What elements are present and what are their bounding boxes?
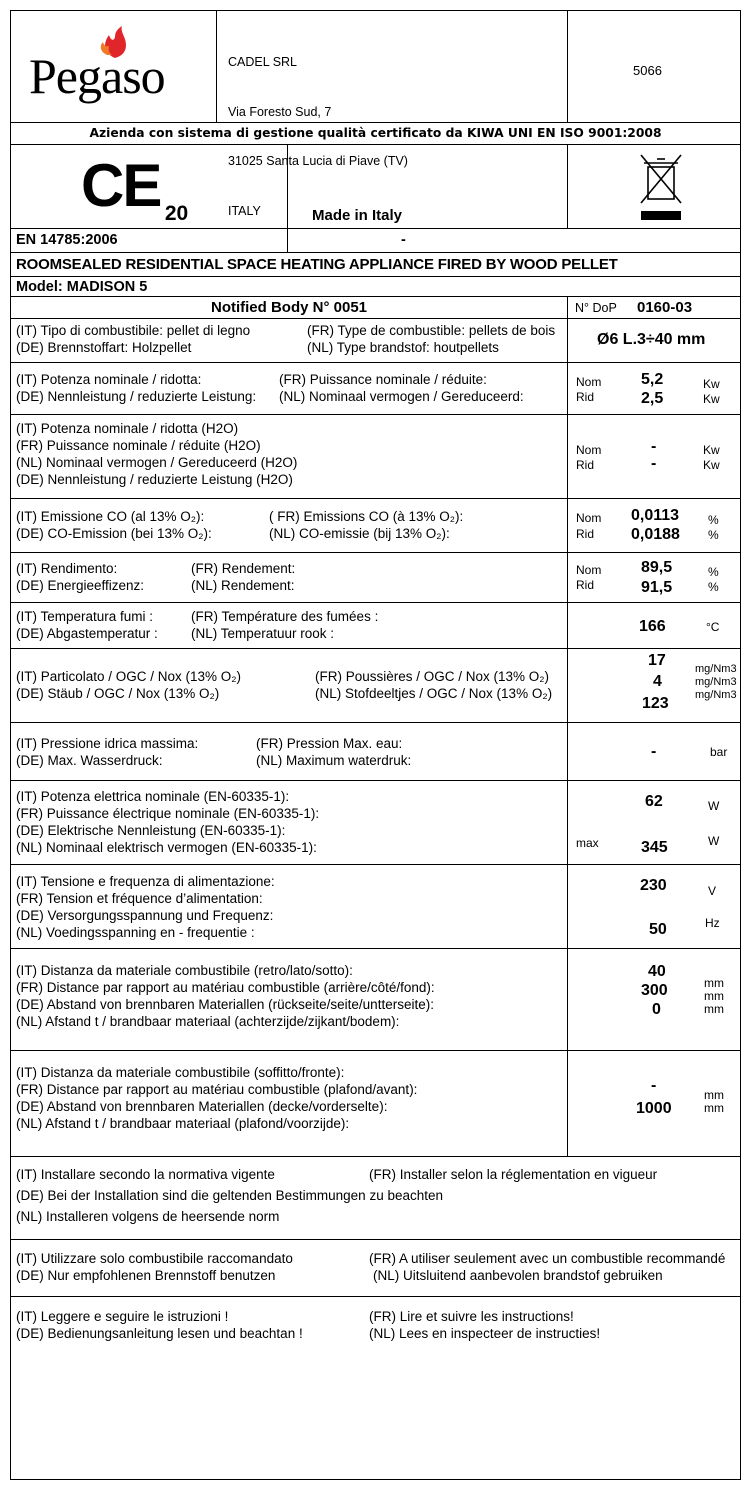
particulate-de: (DE) Stäub / OGC / Nox (13% O₂) (16, 686, 220, 701)
co-rid-unit: % (708, 528, 719, 542)
company-country: ITALY (228, 203, 261, 218)
power-h2o-nom-value: - (651, 438, 657, 455)
distance1-value-3: 0 (652, 1001, 661, 1018)
company-city: 31025 Santa Lucia di Piave (TV) (228, 154, 408, 168)
distance2-de: (DE) Abstand von brennbaren Materiallen (decke/vorderselte): (16, 1099, 388, 1114)
model-name: Model: MADISON 5 (16, 279, 148, 295)
voltage-fr: (FR) Tension et fréquence d’alimentation: (16, 891, 263, 906)
water-pressure-de: (DE) Max. Wasserdruck: (16, 753, 163, 768)
install-it: (IT) Installare secondo la normativa vigente (16, 1167, 275, 1182)
particulate-unit-3: mg/Nm3 (695, 689, 737, 701)
fuel-it: (IT) Tipo di combustibile: pellet di legno (16, 323, 251, 338)
frequency-value: 50 (649, 921, 667, 938)
fuel-row (11, 319, 740, 363)
power-it: (IT) Potenza nominale / ridotta: (16, 372, 202, 387)
logo-wordmark: Pegaso (29, 48, 165, 104)
install-fr: (FR) Installer selon la réglementation en vigueur (369, 1167, 658, 1182)
co-emission-row (11, 499, 740, 553)
power-rid-label: Rid (576, 390, 595, 404)
water-pressure-fr: (FR) Pression Max. eau: (256, 736, 403, 751)
company-name: CADEL SRL (228, 55, 298, 69)
power-nom-value: 5,2 (641, 371, 664, 388)
water-pressure-nl: (NL) Maximum waterdruk: (256, 753, 412, 768)
quality-banner: Azienda con sistema di gestione qualità certificato da KIWA UNI EN ISO 9001:2008 (89, 126, 662, 140)
power-fr: (FR) Puissance nominale / réduite: (279, 372, 487, 387)
power-h2o-de: (DE) Nennleistung / reduzierte Leistung (H2O) (16, 472, 293, 487)
distance1-value-2: 300 (641, 982, 668, 999)
voltage-it: (IT) Tensione e frequenza di alimentazione: (16, 874, 275, 889)
co-rid-label: Rid (576, 527, 595, 541)
dop-value: 0160-03 (637, 299, 693, 316)
flue-de: (DE) Abgastemperatur : (16, 626, 158, 641)
distance2-value-2: 1000 (636, 1100, 672, 1117)
electric-de: (DE) Elektrische Nennleistung (EN-60335-1): (16, 823, 286, 838)
distance2-unit-1: mm (704, 1088, 724, 1102)
power-h2o-nl: (NL) Nominaal vermogen / Gereduceerd (H2O) (16, 455, 298, 470)
distance1-value-1: 40 (648, 963, 666, 980)
voltage-value: 230 (640, 877, 667, 894)
fuel-note-row (11, 1240, 740, 1297)
fuel-value: Ø6 L.3÷40 mm (597, 331, 706, 348)
electric-nl: (NL) Nominaal elektrisch vermogen (EN-60335-1): (16, 840, 317, 855)
power-nom-label: Nom (576, 375, 602, 389)
distance2-it: (IT) Distanza da materiale combustibile (soffitto/fronte): (16, 1065, 345, 1080)
efficiency-rid-unit: % (708, 580, 719, 594)
electric-max-value: 345 (641, 839, 668, 856)
dop-label: N° DoP (575, 301, 617, 315)
flue-fr: (FR) Température des fumées : (191, 609, 379, 624)
standard-row (11, 229, 740, 253)
water-pressure-value: - (651, 743, 657, 760)
electric-max-unit: W (708, 834, 720, 848)
distance2-nl: (NL) Afstand t / brandbaar materiaal (plafond/voorzijde): (16, 1116, 350, 1131)
frequency-unit: Hz (705, 916, 720, 930)
standard-extra: - (401, 232, 406, 248)
appliance-title: ROOMSEALED RESIDENTIAL SPACE HEATING APPLIANCE FIRED BY WOOD PELLET (16, 256, 618, 273)
particulate-nl: (NL) Stofdeeltjes / OGC / Nox (13% O₂) (315, 686, 553, 701)
efficiency-row (11, 553, 740, 603)
particulate-value-1: 17 (648, 652, 666, 669)
power-h2o-rid-value: - (651, 455, 657, 472)
efficiency-nom-label: Nom (576, 563, 602, 577)
instructions-de: (DE) Bedienungsanleitung lesen und beachtan ! (16, 1326, 303, 1341)
efficiency-fr: (FR) Rendement: (191, 561, 296, 576)
distance2-fr: (FR) Distance par rapport au matériau combustible (plafond/avant): (16, 1082, 418, 1097)
instructions-nl: (NL) Lees en inspecteer de instructies! (369, 1326, 601, 1341)
efficiency-nom-value: 89,5 (641, 559, 673, 576)
power-nom-unit: Kw (703, 377, 720, 391)
distance1-de: (DE) Abstand von brennbaren Materiallen (rückseite/seite/untterseite): (16, 997, 434, 1012)
electric-it: (IT) Potenza elettrica nominale (EN-60335-1): (16, 789, 290, 804)
distance1-unit-1: mm (704, 976, 724, 990)
document-code: 5066 (633, 63, 662, 78)
flue-it: (IT) Temperatura fumi : (16, 609, 154, 624)
notified-body-row (11, 297, 740, 319)
particulate-unit-2: mg/Nm3 (695, 676, 737, 688)
distance1-it: (IT) Distanza da materiale combustibile (retro/lato/sotto): (16, 963, 353, 978)
particulate-it: (IT) Particolato / OGC / Nox (13% O₂) (16, 669, 242, 684)
efficiency-nl: (NL) Rendement: (191, 578, 295, 593)
power-h2o-nom-label: Nom (576, 443, 602, 457)
install-de: (DE) Bei der Installation sind die geltenden Bestimmungen zu beachten (16, 1188, 444, 1203)
distance1-nl: (NL) Afstand t / brandbaar materiaal (achterzijde/zijkant/bodem): (16, 1014, 400, 1029)
voltage-de: (DE) Versorgungsspannung und Frequenz: (16, 908, 274, 923)
voltage-row (11, 865, 740, 949)
distance1-unit-2: mm (704, 989, 724, 1003)
distance-ceiling-row (11, 1051, 740, 1157)
weee-bin-icon (631, 151, 691, 223)
electric-max-label: max (576, 836, 599, 850)
water-pressure-unit: bar (710, 745, 728, 759)
fuel-note-de: (DE) Nur empfohlenen Brennstoff benutzen (16, 1268, 276, 1283)
electric-power-row (11, 781, 740, 865)
power-h2o-fr: (FR) Puissance nominale / réduite (H2O) (16, 438, 261, 453)
efficiency-rid-value: 91,5 (641, 579, 673, 596)
particulate-unit-1: mg/Nm3 (695, 663, 737, 675)
ce-mark (81, 151, 189, 225)
power-h2o-rid-label: Rid (576, 458, 595, 472)
instructions-note-row (11, 1297, 740, 1377)
flue-value: 166 (639, 618, 666, 635)
co-nom-label: Nom (576, 511, 602, 525)
power-rid-unit: Kw (703, 392, 720, 406)
power-rid-value: 2,5 (641, 390, 664, 407)
fuel-note-nl: (NL) Uitsluitend aanbevolen brandstof gebruiken (373, 1268, 663, 1283)
co-nl: (NL) CO-emissie (bij 13% O₂): (269, 526, 450, 541)
rating-plate (10, 10, 741, 1480)
co-rid-value: 0,0188 (631, 526, 680, 543)
efficiency-nom-unit: % (708, 565, 719, 579)
co-nom-unit: % (708, 513, 719, 527)
power-nl: (NL) Nominaal vermogen / Gereduceerd: (279, 389, 524, 404)
power-h2o-rid-unit: Kw (703, 458, 720, 472)
efficiency-rid-label: Rid (576, 578, 595, 592)
distance1-unit-3: mm (704, 1002, 724, 1016)
model-row (11, 277, 740, 297)
fuel-fr: (FR) Type de combustible: pellets de bois (307, 323, 556, 338)
fuel-de: (DE) Brennstoffart: Holzpellet (16, 340, 192, 355)
appliance-title-row (11, 253, 740, 277)
electric-fr: (FR) Puissance électrique nominale (EN-60335-1): (16, 806, 320, 821)
efficiency-de: (DE) Energieeffizenz: (16, 578, 145, 593)
efficiency-it: (IT) Rendimento: (16, 561, 118, 576)
voltage-nl: (NL) Voedingsspanning en - frequentie : (16, 925, 255, 940)
water-pressure-row (11, 723, 740, 781)
power-h2o-it: (IT) Potenza nominale / ridotta (H2O) (16, 421, 239, 436)
co-de: (DE) CO-Emission (bei 13% O₂): (16, 526, 212, 541)
brand-logo (29, 23, 199, 113)
fuel-note-fr: (FR) A utiliser seulement avec un combustible recommandé (369, 1251, 726, 1266)
flue-temperature-row (11, 603, 740, 649)
company-street: Via Foresto Sud, 7 (228, 104, 332, 119)
particulate-value-2: 4 (653, 673, 662, 690)
install-note-row (11, 1157, 740, 1240)
fuel-nl: (NL) Type brandstof: houtpellets (307, 340, 499, 355)
particulate-row (11, 649, 740, 723)
flue-nl: (NL) Temperatuur rook : (191, 626, 335, 641)
instructions-fr: (FR) Lire et suivre les instructions! (369, 1309, 574, 1324)
notified-body: Notified Body N° 0051 (210, 299, 368, 316)
voltage-unit: V (708, 884, 717, 898)
fuel-note-it: (IT) Utilizzare solo combustibile raccomandato (16, 1251, 293, 1266)
ce-mark-letters: CE (81, 152, 161, 219)
co-it: (IT) Emissione CO (al 13% O₂): (16, 509, 205, 524)
instructions-it: (IT) Leggere e seguire le istruzioni ! (16, 1309, 229, 1324)
power-row (11, 363, 740, 415)
quality-banner-row (11, 123, 740, 145)
electric-nominal-unit: W (708, 799, 720, 813)
water-pressure-it: (IT) Pressione idrica massima: (16, 736, 199, 751)
flue-unit: °C (706, 620, 720, 634)
power-h2o-nom-unit: Kw (703, 443, 720, 457)
ce-year: 20 (164, 202, 189, 225)
co-nom-value: 0,0113 (631, 507, 680, 524)
made-in-italy: Made in Italy (312, 207, 403, 224)
co-fr: ( FR) Emissions CO (à 13% O₂): (269, 509, 464, 524)
particulate-value-3: 123 (642, 695, 669, 712)
power-h2o-row (11, 415, 740, 499)
distance2-value-1: - (651, 1077, 657, 1094)
distance1-fr: (FR) Distance par rapport au matériau combustible (arrière/côté/fond): (16, 980, 435, 995)
standard-code: EN 14785:2006 (16, 232, 118, 248)
particulate-fr: (FR) Poussières / OGC / Nox (13% O₂) (315, 669, 550, 684)
distance-rear-row (11, 949, 740, 1051)
electric-nominal-value: 62 (645, 793, 663, 810)
install-nl: (NL) Installeren volgens de heersende norm (16, 1209, 280, 1224)
ce-row (11, 145, 740, 229)
power-de: (DE) Nennleistung / reduzierte Leistung: (16, 389, 257, 404)
distance2-unit-2: mm (704, 1101, 724, 1115)
